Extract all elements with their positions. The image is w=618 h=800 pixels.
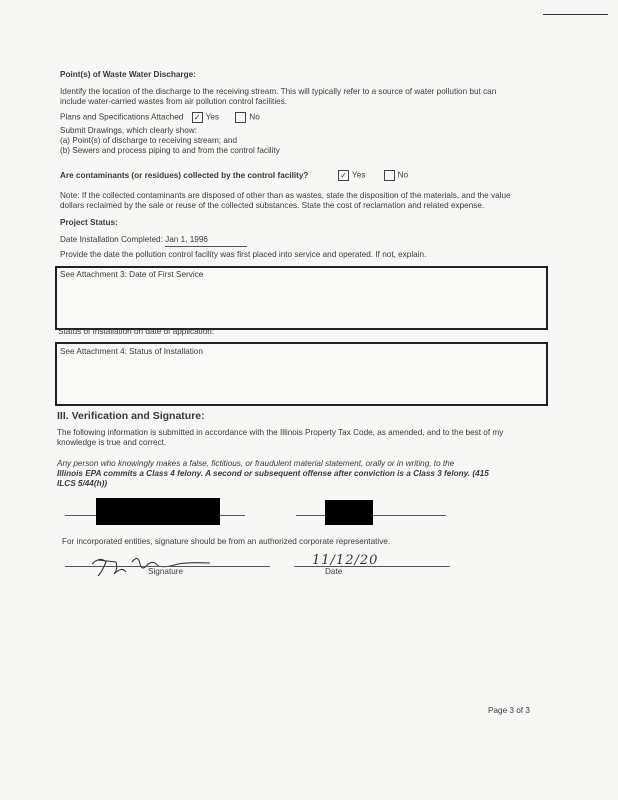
verification-heading: III. Verification and Signature: bbox=[57, 410, 205, 422]
plans-yes-label: Yes bbox=[205, 112, 219, 122]
verification-para-line1: The following information is submitted in accordance with the Illinois Property Tax Code, as amended, and to the best of my bbox=[57, 428, 504, 437]
warning-line2: Illinois EPA commits a Class 4 felony. A second or subsequent offense after conviction is a Class 3 felony. (415 bbox=[57, 469, 489, 478]
provide-date-line: Provide the date the pollution control facility was first placed into service and operated. If not, explain. bbox=[60, 250, 427, 259]
installation-status-box[interactable] bbox=[55, 342, 548, 406]
plans-label: Plans and Specifications Attached bbox=[60, 112, 184, 122]
discharge-desc-line2: include water-carried wastes from air pollution control facilities. bbox=[60, 97, 288, 106]
submit-drawings-line: Submit Drawings, which clearly show: bbox=[60, 126, 197, 135]
contaminants-options bbox=[332, 170, 408, 181]
page-number: Page 3 of 3 bbox=[488, 706, 530, 715]
plans-no-checkbox[interactable] bbox=[235, 112, 246, 123]
status-installation-label: Status of Installation on date of application: bbox=[58, 327, 215, 336]
contaminants-no-checkbox[interactable] bbox=[384, 170, 395, 181]
corporate-note: For incorporated entities, signature should be from an authorized corporate representative. bbox=[62, 537, 391, 546]
first-service-box[interactable] bbox=[55, 266, 548, 330]
warning-line3: ILCS 5/44(h)) bbox=[57, 479, 108, 488]
contaminants-question: Are contaminants (or residues) collected by the control facility? bbox=[60, 171, 309, 180]
contaminants-note-line1: Note: If the collected contaminants are disposed of other than as wastes, state the disposition of the materials, and the value bbox=[60, 191, 511, 200]
plans-no-label: No bbox=[249, 112, 260, 122]
installation-status-text: See Attachment 4: Status of Installation bbox=[60, 347, 203, 356]
contaminants-note-line2: dollars reclaimed by the sale or reuse of the collected substances. State the cost of reclamation and related expense. bbox=[60, 201, 485, 210]
signature-label: Signature bbox=[148, 567, 184, 576]
submit-item-a: (a) Point(s) of discharge to receiving stream; and bbox=[60, 136, 238, 145]
plans-row bbox=[60, 112, 260, 123]
submit-item-b: (b) Sewers and process piping to and from the control facility bbox=[60, 146, 280, 155]
date-installation-value[interactable]: Jan 1, 1996 bbox=[165, 235, 247, 247]
project-status-heading: Project Status: bbox=[60, 218, 118, 227]
date-installation-row bbox=[60, 235, 247, 247]
date-line bbox=[294, 566, 450, 567]
warning-line1: Any person who knowingly makes a false, fictitious, or fraudulent material statement, orally or in writing, to the bbox=[57, 459, 455, 468]
contaminants-yes-label: Yes bbox=[352, 170, 366, 180]
handwritten-date: 11/12/20 bbox=[312, 553, 379, 568]
redacted-title bbox=[325, 500, 373, 525]
discharge-desc-line1: Identify the location of the discharge to the receiving stream. This will typically refer to a source of water pollution but can bbox=[60, 87, 497, 96]
redacted-name bbox=[96, 498, 220, 525]
discharge-heading: Point(s) of Waste Water Discharge: bbox=[60, 70, 196, 79]
header-rule bbox=[543, 14, 608, 15]
contaminants-no-label: No bbox=[397, 170, 409, 180]
date-installation-label: Date Installation Completed: bbox=[60, 235, 163, 244]
first-service-text: See Attachment 3: Date of First Service bbox=[60, 270, 204, 279]
plans-yes-checkbox[interactable]: ✓ bbox=[192, 112, 203, 123]
contaminants-yes-checkbox[interactable]: ✓ bbox=[338, 170, 349, 181]
verification-para-line2: knowledge is true and correct. bbox=[57, 438, 167, 447]
date-label: Date bbox=[325, 567, 343, 576]
